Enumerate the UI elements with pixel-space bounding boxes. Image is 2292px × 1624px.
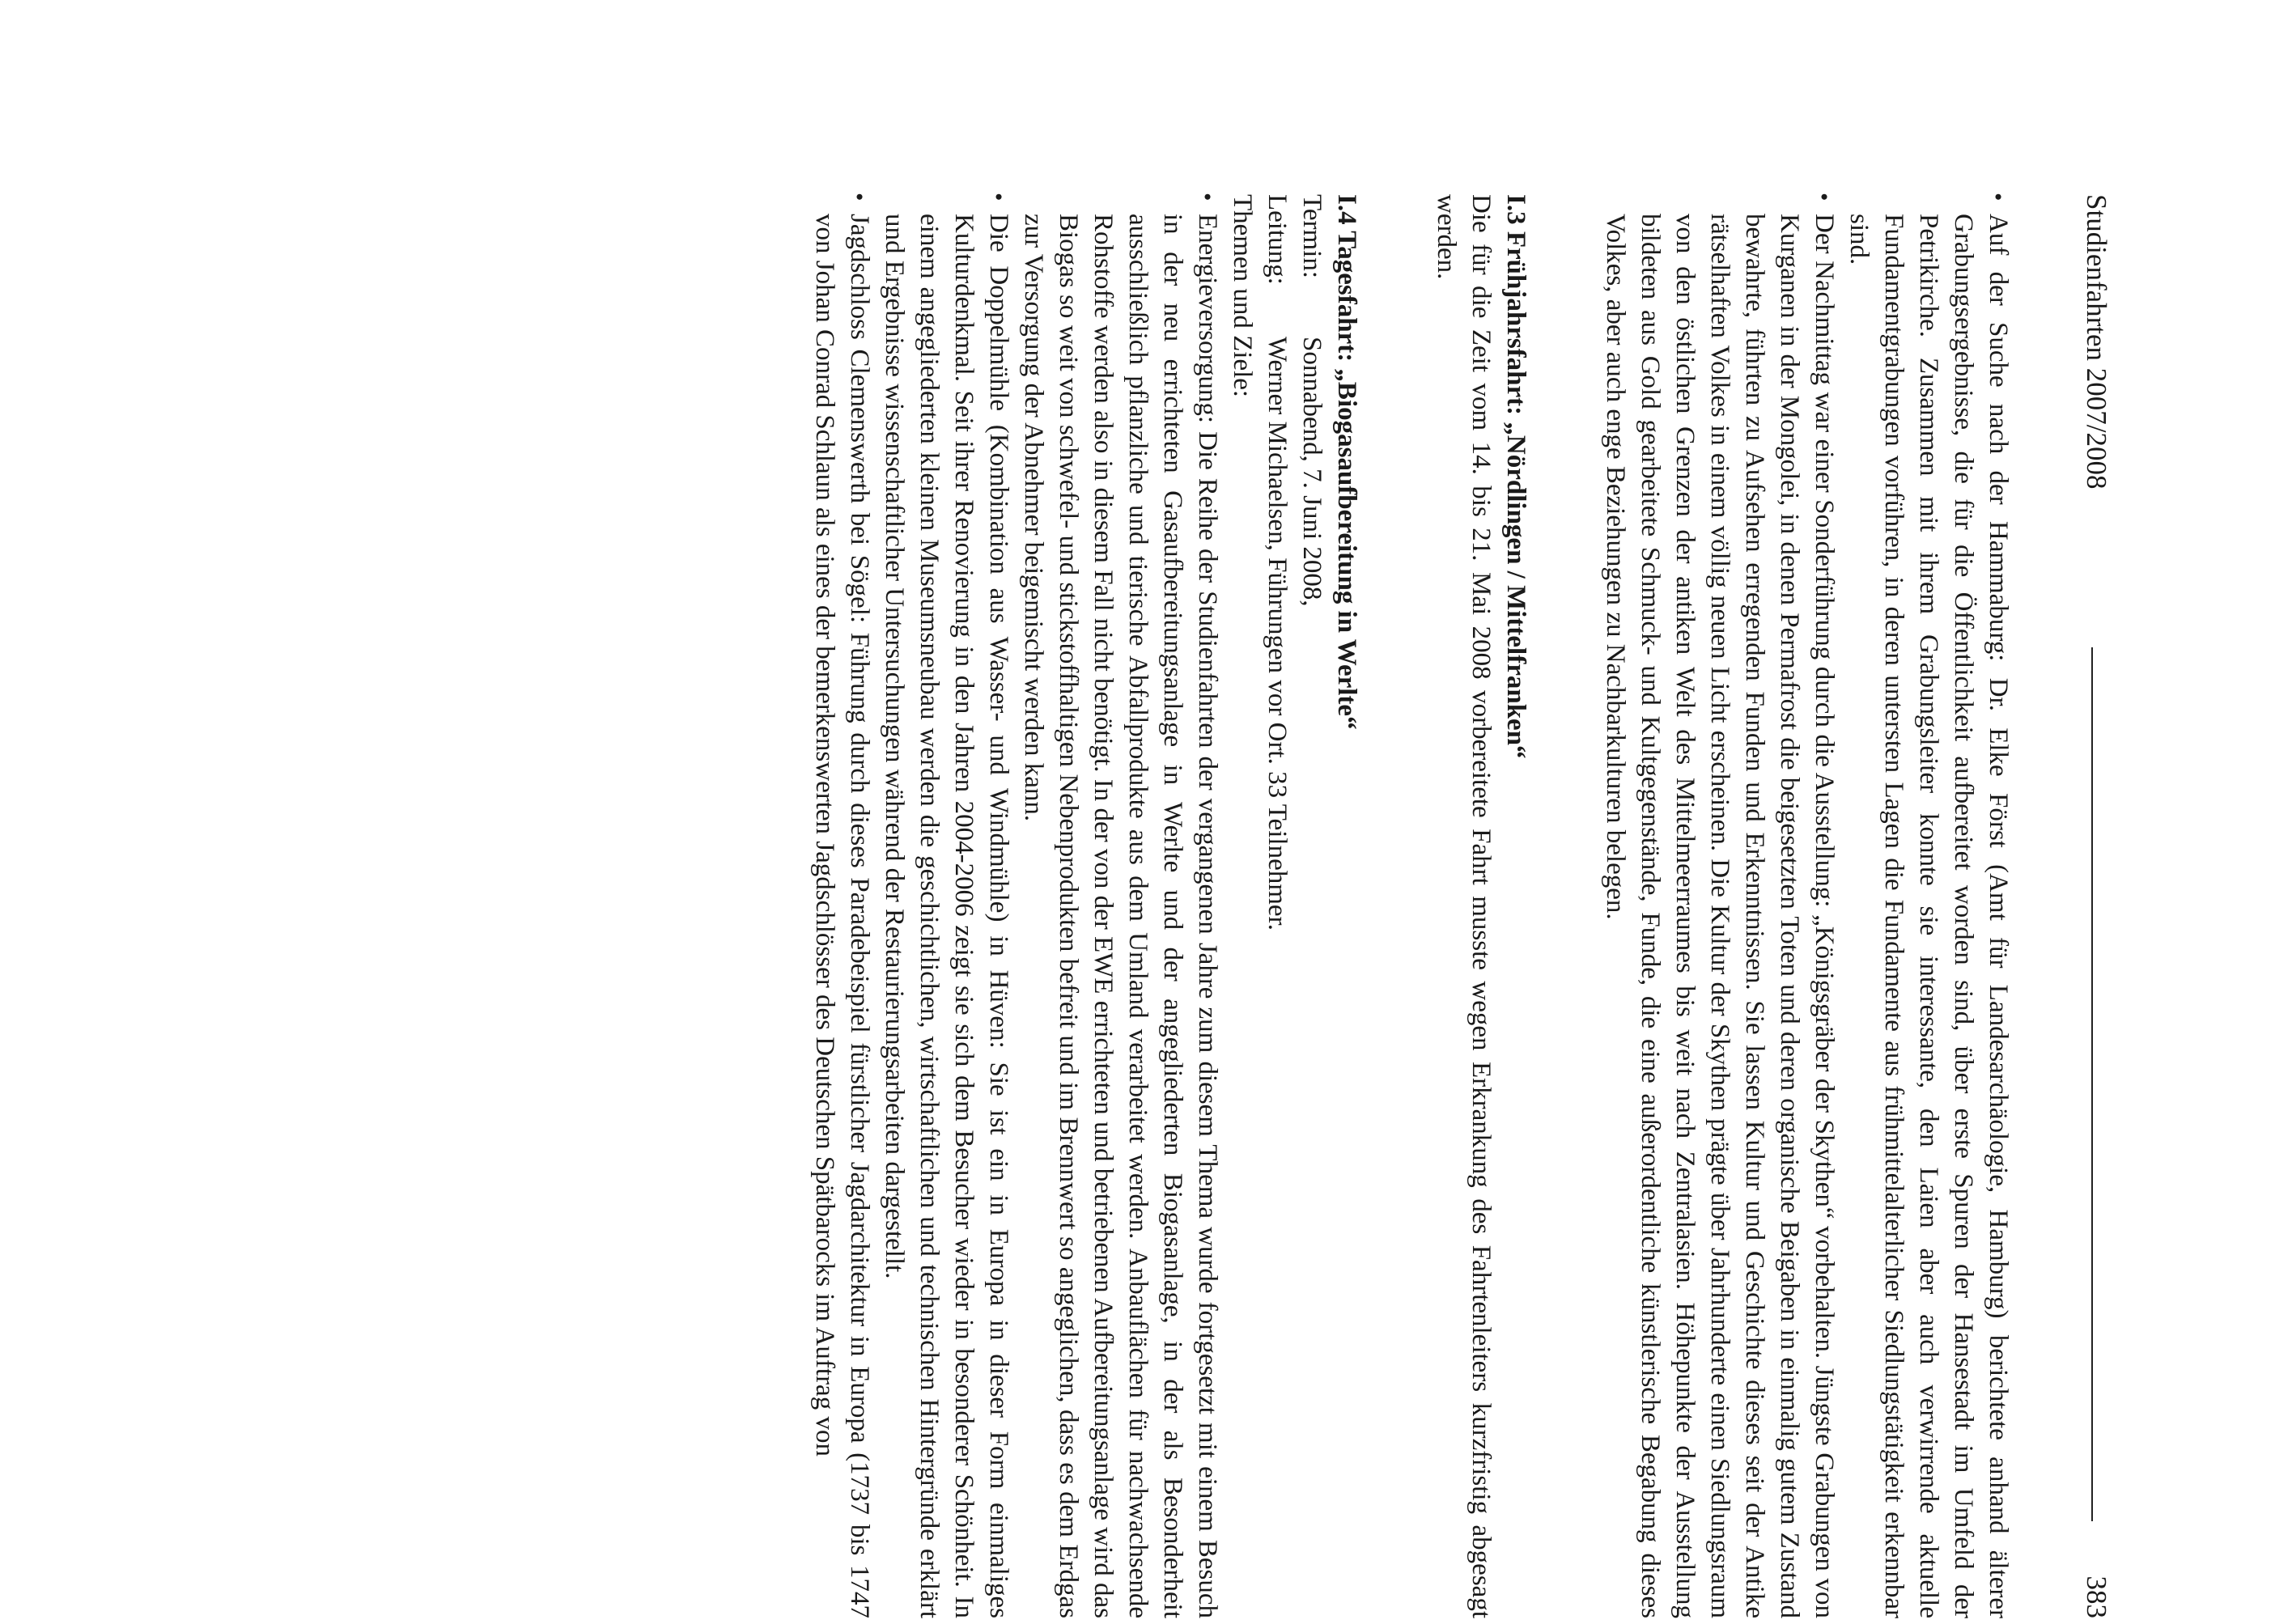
bullet-item-doppelmuehle	[876, 194, 1016, 1618]
leitung-row	[1259, 194, 1294, 1618]
bullet-item-clemenswerth	[807, 194, 876, 1618]
running-head-title: Studienfahrten 2007/2008	[2072, 194, 2120, 501]
running-head	[2072, 194, 2120, 1618]
page-content-rotated	[113, 194, 2120, 1618]
bullet-text: Jagdschloss Clemenswerth bei Sögel: Führung durch dieses Paradebeispiel fürstlicher Jagdarchitektur in Europa (1737 bis 1747 von Johan Conrad Schlaun als eines der bemerkenswerten Jagdschlösser des Deutschen Spätbarocks im Auftrag von	[810, 214, 874, 1618]
section-heading-i3: I.3 Frühjahrsfahrt: „Nördlingen / Mittelfranken“	[1501, 194, 1530, 759]
page-number: 383	[2081, 1575, 2112, 1618]
bullet-item-skythen	[1598, 194, 1841, 1618]
leitung-label: Leitung:	[1263, 194, 1292, 285]
section-i3-text: Die für die Zeit vom 14. bis 21. Mai 2008 vorbereitete Fahrt musste wegen Erkrankung des Fahrtenleiters kurzfristig abgesagt werden.	[1432, 194, 1496, 1618]
bullet-text: Energieversorgung: Die Reihe der Studienfahrten der vergangenen Jahre zum diesem Thema wurde fortgesetzt mit einem Besuch in der neu errichteten Gasaufbereitungsanlage in Werlte und der angegliederten Biogasanlage, in der als Besonderheit ausschließlich pflanzliche und tierische Abfallprodukte aus dem Umland verarbeitet werden. Anbauflächen für nachwachsende Rohstoffe werden also in diesem Fall nicht benötigt. In der von der EWE errichteten und betriebenen Aufbereitungsanlage wird das Biogas so weit von schwefel- und stickstoffhaltigen Nebenprodukten befreit und im Brennwert so angeglichen, dass es dem Erdgas zur Versorgung der Abnehmer beigemischt werden kann.	[1019, 214, 1222, 1618]
bullet-icon: •	[1810, 193, 1837, 201]
bullet-item-hammaburg	[1841, 194, 2015, 1618]
bullet-text: Die Doppelmühle (Kombination aus Wasser- und Windmühle) in Hüven: Sie ist ein in Europa in dieser Form einmaliges Kulturdenkmal. Seit ihrer Renovierung in den Jahren 2004-2006 zeigt sie sich dem Besucher wieder in besonderer Schönheit. In einem angegliederten kleinen Museumsneubau werden die geschichtlichen, wirtschaftlichen und technischen Hintergründe erklärt und Ergebnisse wissenschaftlicher Untersuchungen während der Restaurierungsarbeiten dargestellt.	[880, 214, 1013, 1618]
themen-label: Themen und Ziele:	[1228, 194, 1257, 398]
header-rule	[2091, 647, 2093, 1521]
page-body	[807, 194, 2015, 1618]
bullet-text: Auf der Suche nach der Hammaburg: Dr. Elke Först (Amt für Landesarchäologie, Hamburg) berichtete anhand älterer Grabungsergebnisse, die für die Öffentlichkeit aufbereitet worden sind, über erste Spuren der Hansestadt im Umfeld der Petrikirche. Zusammen mit ihrem Grabungsleiter konnte sie interessante, den Laien aber auch verwirrende aktuelle Fundamentgrabungen vorführen, in deren untersten Lagen die Fundamente aus frühmittelalterlicher Siedlungstätigkeit erkennbar sind.	[1844, 214, 2013, 1618]
bullet-icon: •	[1194, 193, 1220, 201]
termin-value: Sonnabend, 7. Juni 2008,	[1297, 337, 1326, 607]
section-heading-i4: I.4 Tagesfahrt: „Biogasaufbereitung in Werlte“	[1332, 194, 1361, 730]
bullet-item-energieversorgung	[1016, 194, 1225, 1618]
termin-row	[1294, 194, 1329, 1618]
termin-label: Termin:	[1297, 194, 1326, 278]
bullet-icon: •	[846, 193, 872, 201]
bullet-text: Der Nachmittag war einer Sonderführung durch die Ausstellung: „Königsgräber der Skythen“ vorbehalten. Jüngste Grabungen von Kurganen in der Mongolei, in denen Permafrost die beigesetzten Toten und deren organische Beigaben in einmalig gutem Zustand bewahrte, führten zu Aufsehen erregenden Funden und Erkenntnissen. Sie lassen Kultur und Geschichte dieses seit der Antike rätselhaften Volkes in einem völlig neuen Licht erscheinen. Die Kultur der Skythen prägte über Jahrhunderte einen Siedlungsraum von den östlichen Grenzen der antiken Welt des Mittelmeerraumes bis weit nach Zentralasien. Höhepunkte der Ausstellung bildeten aus Gold gearbeitete Schmuck- und Kultgegenstände, Funde, die eine außerordentliche künstlerische Begabung dieses Volkes, aber auch enge Beziehungen zu Nachbarkulturen belegen.	[1601, 214, 1839, 1618]
leitung-value: Werner Michaelsen, Führungen vor Ort. 33 Teilnehmer.	[1263, 337, 1292, 931]
bullet-icon: •	[1984, 193, 2011, 201]
bullet-icon: •	[985, 193, 1012, 201]
